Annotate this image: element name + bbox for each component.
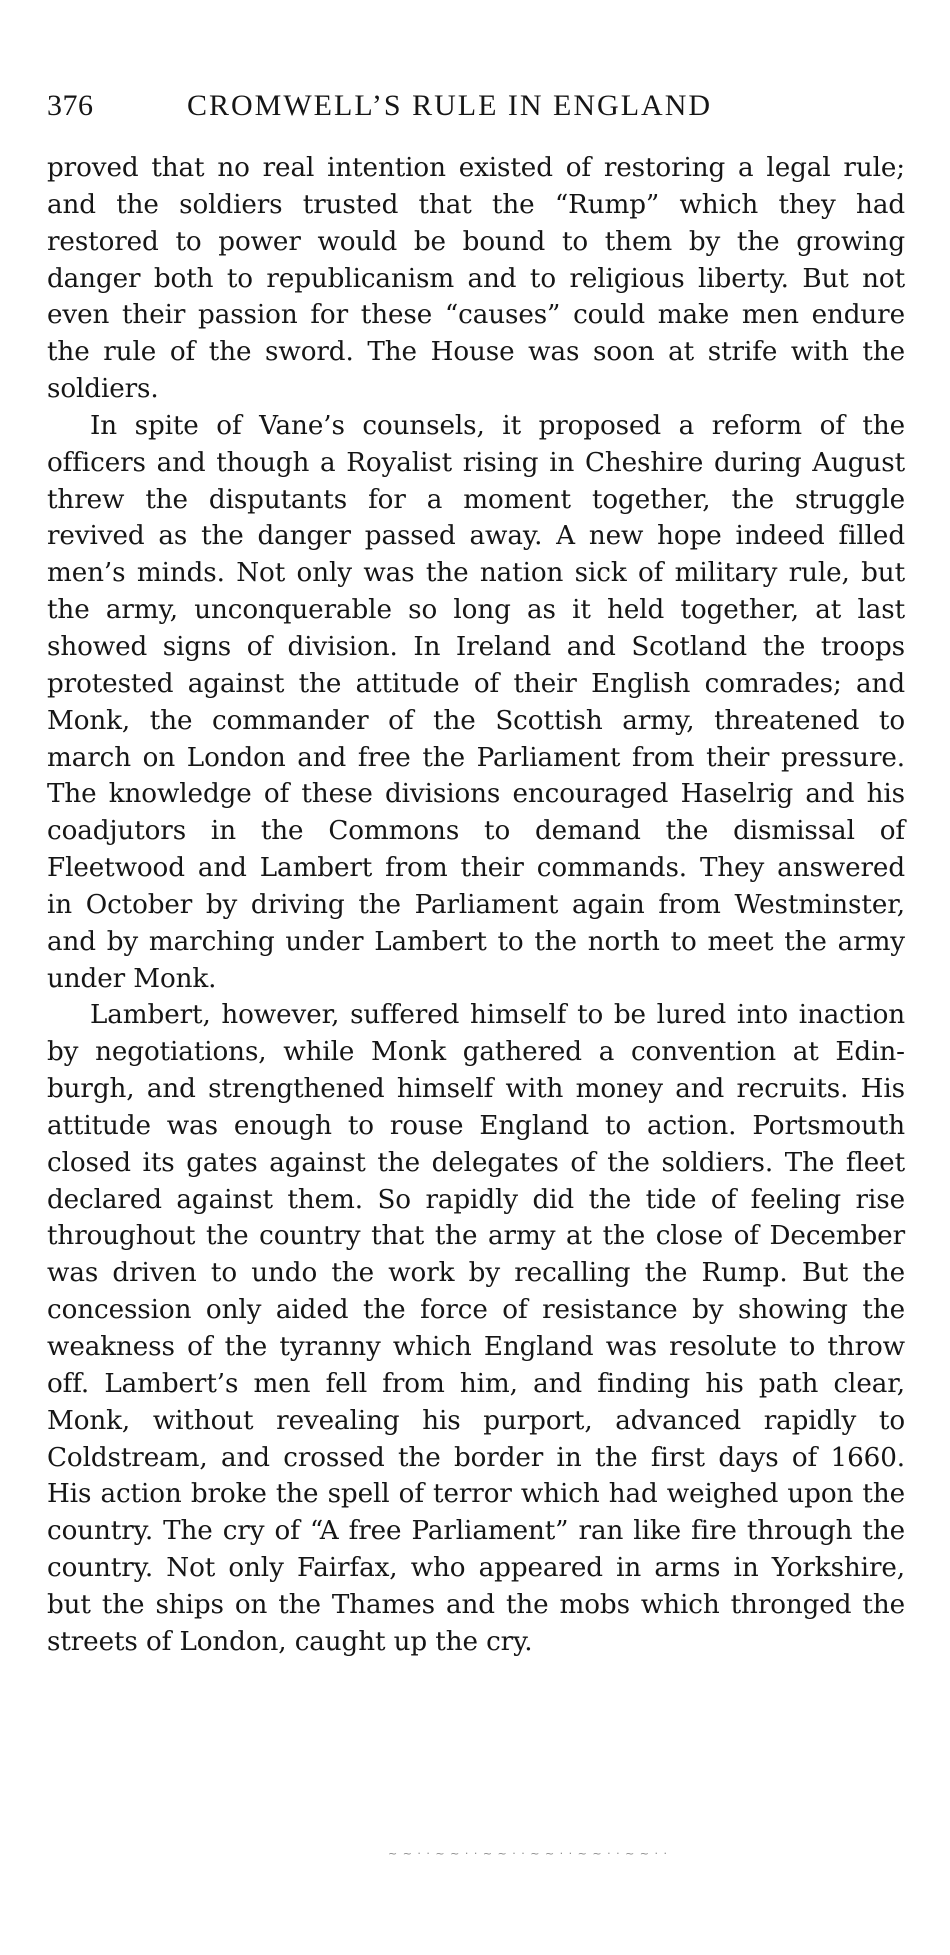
paragraph-1: proved that no real intention existed of restoring a legal rule; and the soldiers trusted that the “Rump” which they had restored to power would be bound to them by the growing danger both to republicanism and to religious liberty. But not even their passion for these “causes” could make men endure the rule of the sword. The House was soon at strife with the soldiers. (47, 153, 905, 405)
bleed-through-marks: ~ ~ · · ~ ~ · · ~ ~ · · ~ ~ · · ~ ~ · · ~ ~ · · (388, 1847, 668, 1860)
page-number: 376 (47, 89, 94, 122)
running-head (47, 89, 907, 129)
paragraph-2: In spite of Vane’s counsels, it proposed a reform of the officers and though a Royalist rising in Cheshire during August threw the disputants for a moment together, the struggle revived as the danger passed away. A new hope indeed filled men’s minds. Not only was the nation sick of military rule, but the army, unconquerable so long as it held together, at last showed signs of division. In Ireland and Scotland the troops protested against the attitude of their English comrades; and Monk, the commander of the Scottish army, threatened to march on London and free the Parliament from their pressure. The knowledge of these divisions encouraged Haselrig and his coadjutors in the Commons to demand the dismissal of Fleetwood and Lambert from their commands. They answered in October by driving the Parliament again from Westminster, and by marching under Lambert to the north to meet the army under Monk. (47, 410, 905, 994)
paragraph-3: Lambert, however, suffered himself to be lured into inaction by negotiations, while Monk gathered a convention at Edinburgh, and strengthened himself with money and recruits. His attitude was enough to rouse England to action. Portsmouth closed its gates against the delegates of the soldiers. The fleet declared against them. So rapidly did the tide of feeling rise throughout the country that the army at the close of December was driven to undo the work by recalling the Rump. But the concession only aided the force of resistance by showing the weakness of the tyranny which England was resolute to throw off. Lambert’s men fell from him, and finding his path clear, Monk, without revealing his purport, advanced rapidly to Coldstream, and crossed the border in the first days of 1660. His action broke the spell of terror which had weighed upon the country. The cry of “A free Parliament” ran like fire through the country. Not only Fairfax, who appeared in arms in Yorkshire, but the ships on the Thames and the mobs which thronged the streets of London, caught up the cry. (47, 1000, 905, 1657)
running-title: CROMWELL’S RULE IN ENGLAND (187, 89, 713, 122)
body-text (47, 150, 905, 1661)
